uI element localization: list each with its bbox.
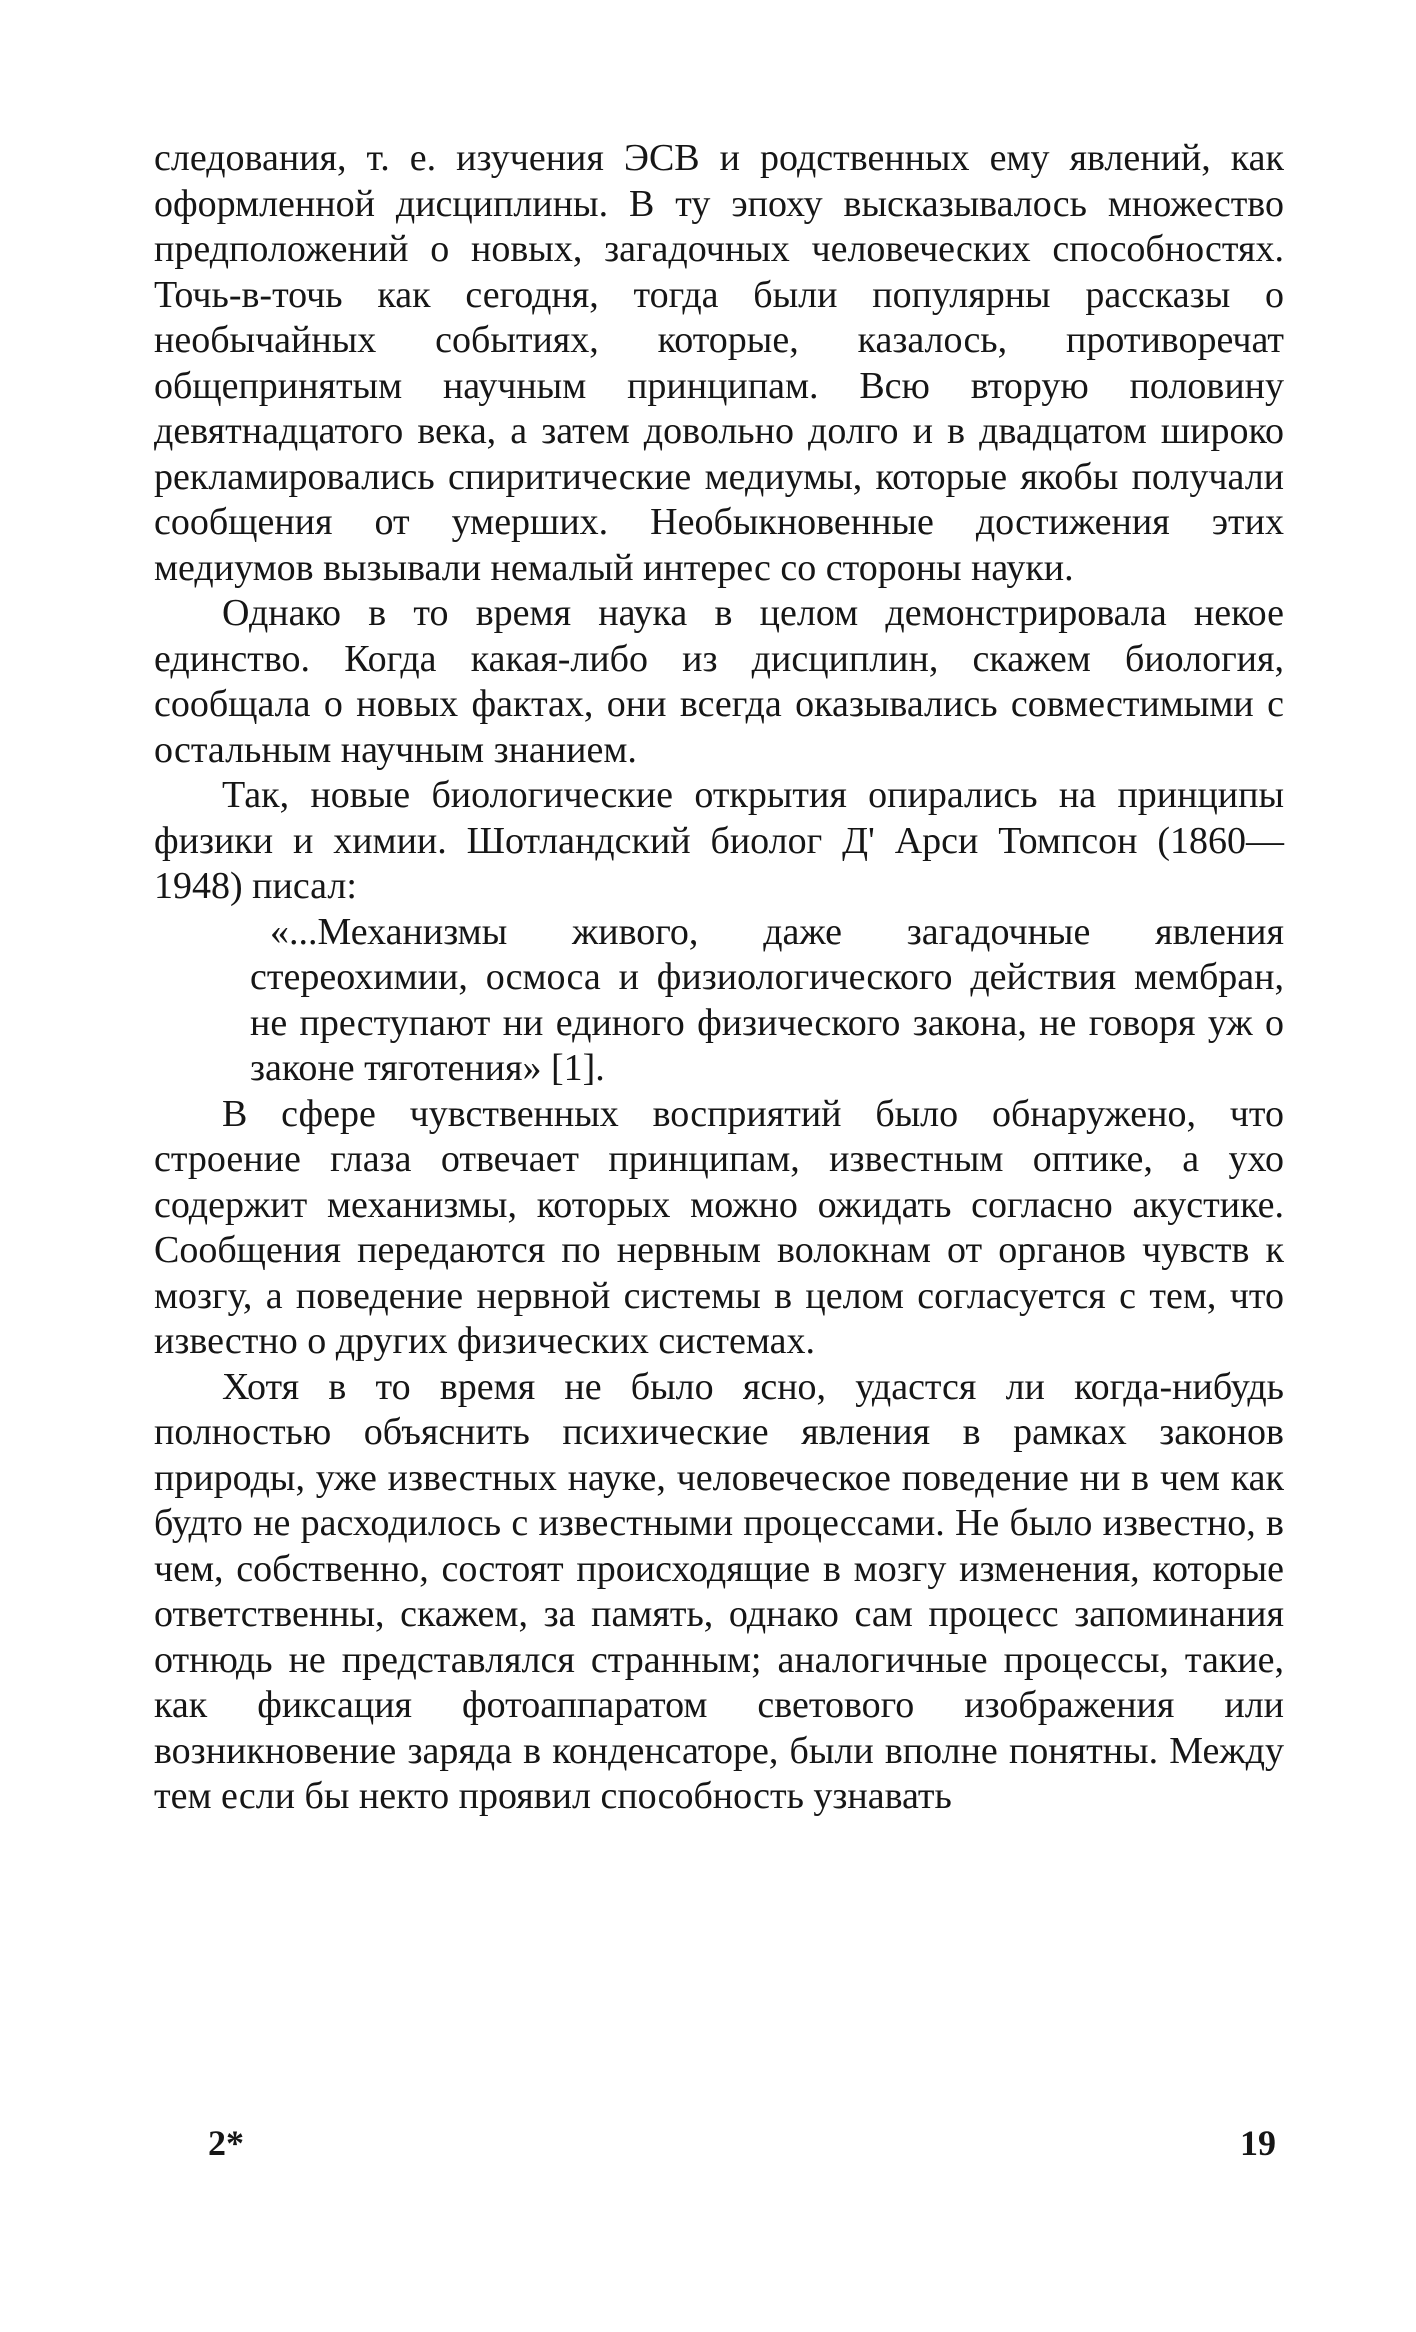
paragraph-mental-phenomena: Хотя в то время не было ясно, удастся ли когда-нибудь полностью объяснить психические явления в рамках законов природы, уже известных науке, человеческое поведение ни в чем как будто не расходилось с известными процессами. Не было известно, в чем, собственно, состоят происходящие в мозгу изменения, которые ответственны, скажем, за память, однако сам процесс запоминания отнюдь не представлялся странным; аналогичные процессы, такие, как фиксация фотоаппаратом светового изображения или возникновение заряда в конденсаторе, были вполне понятны. Между тем если бы некто проявил способность узнавать — [154, 1365, 1284, 1817]
quotation-thompson: «...Механизмы живого, даже загадочные явления стереохимии, осмоса и физиологического действия мембран, не преступают ни единого физического закона, не говоря уж о законе тяготения» [1]. — [250, 910, 1284, 1089]
page-number: 19 — [1240, 2123, 1276, 2163]
page-footer — [0, 2122, 1416, 2172]
paragraph-sensory-perception: В сфере чувственных восприятий было обнаружено, что строение глаза отвечает принципам, известным оптике, а ухо содержит механизмы, которых можно ожидать согласно акустике. Сообщения передаются по нервным волокнам от органов чувств к мозгу, а поведение нервной системы в целом согласуется с тем, что известно о других физических системах. — [154, 1092, 1284, 1362]
paragraph-continuation: следования, т. е. изучения ЭСВ и родственных ему явлений, как оформленной дисциплины. В ту эпоху высказывалось множество предположений о новых, загадочных человеческих способностях. Точь-в-точь как сегодня, тогда были популярны рассказы о необычайных событиях, которые, казалось, противоречат общепринятым научным принципам. Всю вторую половину девятнадцатого века, а затем довольно долго и в двадцатом широко рекламировались спиритические медиумы, которые якобы получали сообщения от умерших. Необыкновенные достижения этих медиумов вызывали немалый интерес со стороны науки. — [154, 137, 1284, 589]
printer-signature: 2* — [208, 2123, 244, 2163]
body-text — [154, 136, 1284, 1820]
paragraph-biology-discoveries: Так, новые биологические открытия опирались на принципы физики и химии. Шотландский биолог Д' Арси Томпсон (1860—1948) писал: — [154, 774, 1284, 907]
paragraph-science-unity: Однако в то время наука в целом демонстрировала некое единство. Когда какая-либо из дисциплин, скажем биология, сообщала о новых фактах, они всегда оказывались совместимыми с остальным научным знанием. — [154, 592, 1284, 771]
